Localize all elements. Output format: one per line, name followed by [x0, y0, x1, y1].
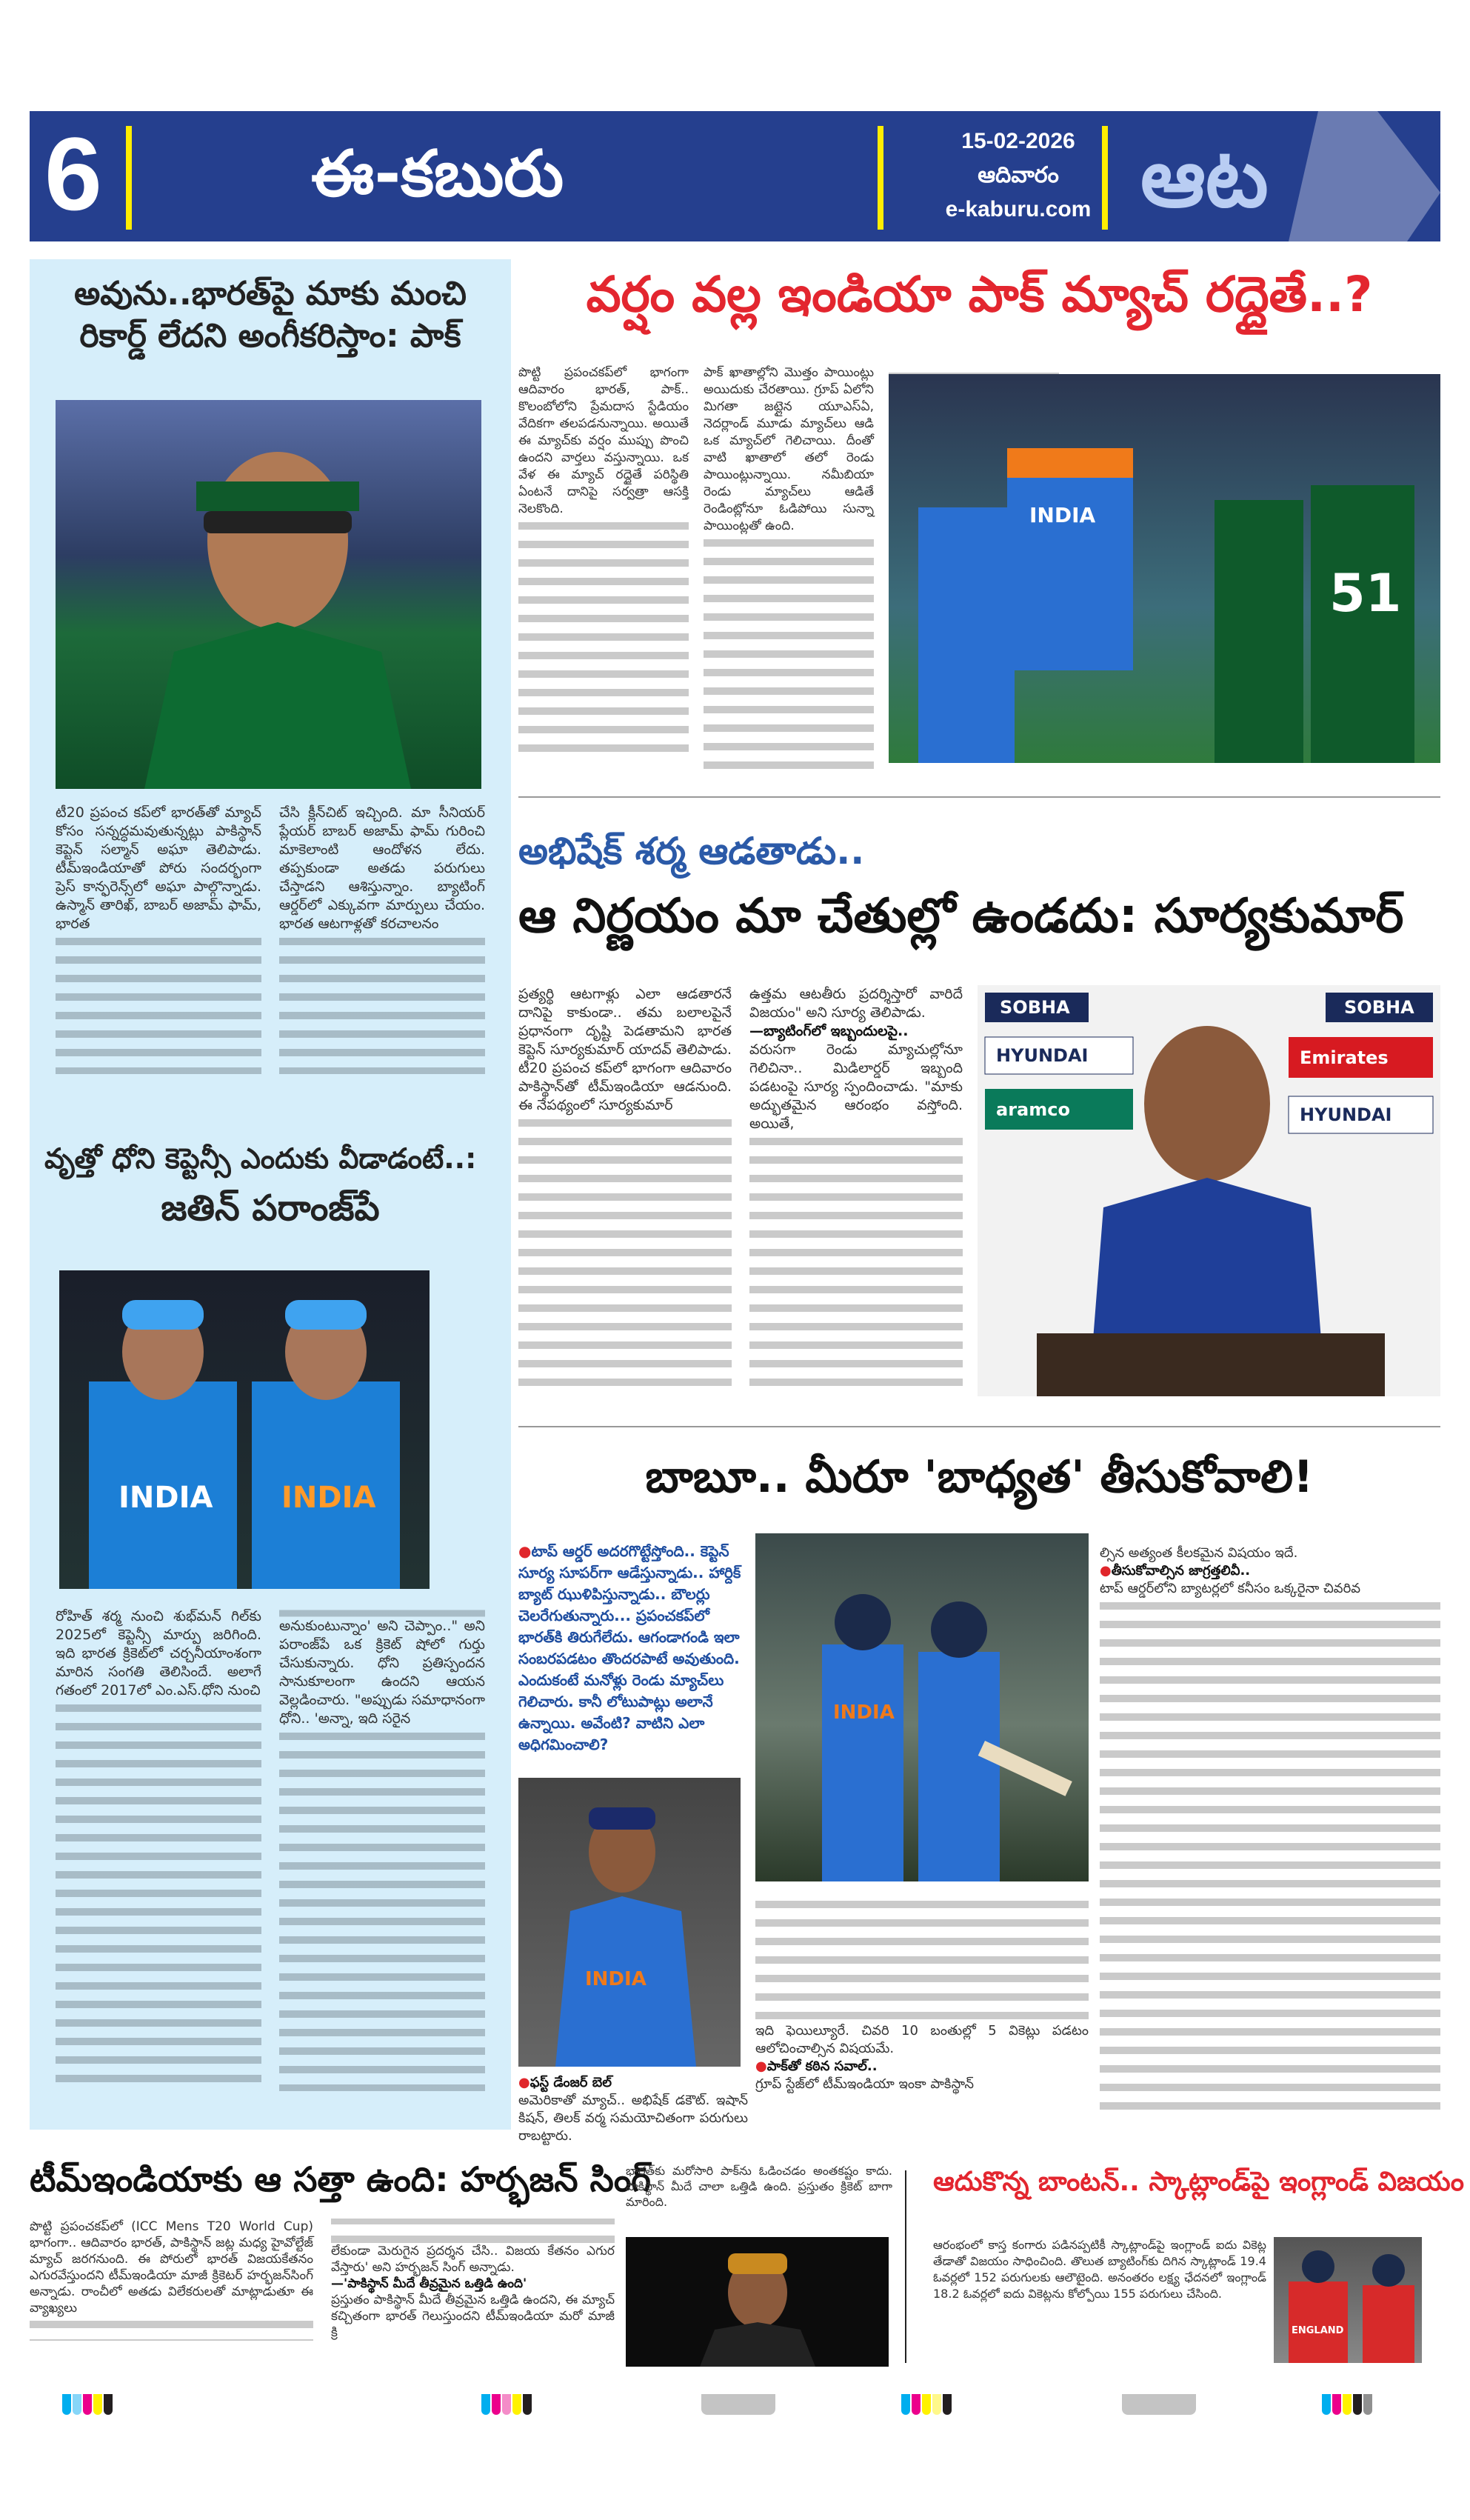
svg-text:INDIA: INDIA — [281, 1481, 376, 1515]
player-silhouette-icon — [518, 1778, 741, 2067]
svg-text:INDIA: INDIA — [585, 1968, 647, 1990]
babu-mid-body: ఇది ఫెయిల్యూరే. చివరి 10 బంతుల్లో 5 వికెట్లు పడటం ఆలోచించాల్సిన విషయమే. ●పాక్‌తో కఠిన సవాల్.. గ్రూప్ స్టేజ్‌లో టీమ్‌ఇండియా ఇంకా పాకిస్థాన్ — [755, 1896, 1089, 2126]
harbhajan-body: పొట్టి ప్రపంచకప్‌లో (ICC Mens T20 World Cup) భాగంగా.. ఆదివారం భారత్, పాకిస్థాన్ జట్ల మధ్య హైవోల్టేజ్ మ్యాచ్ జరగనుంది. ఈ పోరులో భారత్ విజయకేతనం ఎగురవేస్తుందని టీమ్‌ఇండియా మాజీ క్రికెటర్ హర్భజన్‌సింగ్ అన్నాడు. రాంచీలో అతడు విలేకరులతో మాట్లాడుతూ ఈ వ్యాఖ్యలు లేకుండా మెరుగైన ప్రదర్శన చేసి.. విజయ కేతనం ఎగుర వేస్తారు' అని హర్భజన్ సింగ్ అన్నాడు. —'పాకిస్థాన్ మీదే తీవ్రమైన ఒత్తిడి ఉంది' ప్రస్తుతం పాకిస్థాన్ మీదే తీవ్రమైన ఒత్తిడి ఉందని, ఈ మ్యాచ్ కచ్చితంగా భారత్ గెలుస్తుందని టీమ్‌ఇండియా మరో మాజీ క్రి — [30, 2219, 615, 2340]
date-block — [918, 124, 1118, 227]
svg-text:INDIA: INDIA — [1029, 503, 1096, 527]
color-registration-bar — [481, 2394, 532, 2415]
photo-india-batters — [755, 1533, 1089, 1881]
batters-silhouette-icon — [755, 1533, 1089, 1881]
masthead-banner — [30, 111, 1440, 241]
batters-silhouette-icon — [1274, 2237, 1422, 2363]
photo-india-player — [518, 1778, 741, 2067]
gray-registration-mark — [1122, 2394, 1196, 2415]
color-registration-bar — [1322, 2394, 1372, 2415]
svg-text:INDIA: INDIA — [118, 1481, 213, 1515]
website: e-kaburu.com — [945, 197, 1092, 221]
photo-harbhajan — [626, 2237, 889, 2367]
divider — [518, 796, 1440, 798]
england-body: ఆరంభంలో కాస్త కంగారు పడినప్పటికీ స్కాట్లాండ్‌పై ఇంగ్లాండ్ ఐదు వికెట్ల తేడాతో విజయం సాధించింది. తొలుత బ్యాటింగ్‌కు దిగిన స్కాట్లాండ్ 19.4 ఓవర్లలో 152 పరుగులకు ఆలౌటైంది. అనంతరం లక్ష్య ఛేదనలో ఇంగ్లాండ్ 18.2 ఓవర్లలో ఐదు వికెట్లను కోల్పోయి 155 పరుగులు చేసింది. — [933, 2238, 1266, 2301]
photo-pakistan-captain — [56, 400, 481, 789]
gray-registration-mark — [701, 2394, 775, 2415]
svg-text:HYUNDAI: HYUNDAI — [1300, 1104, 1392, 1125]
divider — [878, 126, 883, 230]
surya-headline: ఆ నిర్ణయం మా చేతుల్లో ఉండదు: సూర్యకుమార్ — [518, 889, 1404, 944]
story-headline: అవును..భారత్‌పై మాకు మంచి రికార్డ్ లేదని అంగీకరిస్తాం: పాక్ — [74, 275, 467, 356]
story-headline: జతిన్ పరాంజ్‌పే — [161, 1187, 380, 1229]
babu-caption: ●ఫస్ట్ డేంజర్ బెల్ అమెరికాతో మ్యాచ్.. అభిషేక్ డకౌట్. ఇషాన్ కిషన్, తిలక్ వర్మ సమయోచితంగా పరుగులు రాబట్టారు. — [518, 2075, 748, 2144]
divider — [1102, 126, 1108, 230]
bullet-icon: ● — [518, 1542, 532, 1560]
rain-headline: వర్షం వల్ల ఇండియా పాక్ మ్యాచ్ రద్దైతే..? — [586, 266, 1373, 323]
story-headline: వృత్తో ధోని కెప్టెన్సీ ఎందుకు వీడాడంటే..: — [44, 1142, 477, 1175]
babu-headline: బాబూ.. మీరూ 'బాధ్యత' తీసుకోవాలి! — [645, 1451, 1314, 1503]
svg-text:aramco: aramco — [996, 1099, 1070, 1120]
svg-text:Emirates: Emirates — [1300, 1047, 1389, 1068]
harbhajan-headline: టీమ్‌ఇండియాకు ఆ సత్తా ఉంది: హర్భజన్ సింగ్ — [30, 2159, 651, 2199]
photo-suryakumar-press — [978, 985, 1440, 1396]
runner-silhouette-icon — [1259, 111, 1440, 241]
surya-body: ప్రత్యర్థి ఆటగాళ్లు ఎలా ఆడతారనే దానిపై కాకుండా.. తమ బలాలపైనే ప్రధానంగా దృష్టి పెడతామని భారత కెప్టెన్ సూర్యకుమార్ యాదవ్ తెలిపాడు. టీ20 ప్రపంచ కప్‌లో భాగంగా ఆదివారం పాకిస్థాన్‌తో టీమ్‌ఇండియా ఆడనుంది. ఈ నేపథ్యంలో సూర్యకుమార్ ఉత్తమ ఆటతీరు ప్రదర్శిస్తారో వారిదే విజయం" అని సూర్య తెలిపాడు. —బ్యాటింగ్‌లో ఇబ్బందులపై.. వరుసగా రెండు మ్యాచుల్లోనూ గెలిచినా.. మిడిలార్డర్ ఇబ్బంది పడటంపై సూర్య స్పందించాడు. "మాకు అద్భుతమైన ఆరంభం వస్తోంది. అయితే, — [518, 985, 963, 1396]
surya-kicker: అభిషేక్ శర్మ ఆడతాడు.. — [518, 830, 865, 873]
divider — [518, 1426, 1440, 1427]
person-silhouette-icon — [626, 2237, 889, 2367]
photo-dhoni-kohli — [59, 1270, 430, 1589]
england-headline: ఆదుకొన్న బాంటన్.. స్కాట్లాండ్‌పై ఇంగ్లాండ్ విజయం — [933, 2167, 1464, 2197]
page-number: 6 — [44, 116, 102, 232]
players-silhouette-icon — [889, 374, 1440, 763]
babu-lead: ●టాప్ ఆర్డర్ అదరగొట్టేస్తోంది.. కెప్టెన్ సూర్య సూపర్‌గా ఆడేస్తున్నాడు.. హార్దిక్ బ్యాట్ ఝుళిపిస్తున్నాడు.. బౌలర్లు చెలరేగుతున్నారు... ప్రపంచకప్‌లో భారత్‌కి తిరుగేలేదు. ఆగండాగండి ఇలా సంబరపడటం తొందరపాటే అవుతుంది. ఎందుకంటే మనోళ్లు రెండు మ్యాచ్‌లు గెలిచారు. కానీ లోటుపాట్లు అలానే ఉన్నాయి. అవేంటి? వాటిని ఎలా అధిగమించాలి? — [518, 1542, 741, 1753]
photo-england-batters — [1274, 2237, 1422, 2363]
story-body: రోహిత్ శర్మ నుంచి శుభ్‌మన్ గిల్‌కు 2025లో కెప్టెన్సీ మార్పు జరిగింది. ఇది భారత క్రికెట్‌లో చర్చనీయాంశంగా మారిన సంగతి తెలిసిందే. అలాగే గతంలో 2017లో ఎం.ఎస్.ధోని నుంచి అనుకుంటున్నాం' అని చెప్పాం.." అని పరాంజ్‌పే ఒక క్రికెట్ షోలో గుర్తు చేసుకున్నారు. ధోని ప్రతిస్పందన సానుకూలంగా ఉందని ఆయన వెల్లడించారు. "అప్పుడు సమాధానంగా ధోని.. 'అన్నా, ఇది సరైన — [56, 1607, 485, 2119]
date: 15-02-2026 — [961, 129, 1075, 153]
babu-right-body: ల్సిన అత్యంత కీలకమైన విషయం ఇదే. ●తీసుకోవాల్సిన జాగ్రత్తలివీ.. టాప్ ఆర్డర్‌లోని బ్యాటర్లలో కనీసం ఒక్కరైనా చివరివ — [1100, 1544, 1440, 2126]
harbhajan-body-col3: భారత్‌కు మరోసారి పాక్‌ను ఓడించడం అంతకష్టం కాదు. పాకిస్థాన్ మీదే చాలా ఒత్తిడి ఉంది. ప్రస్తుతం క్రికెట్ బాగా మారింది. — [626, 2164, 892, 2209]
color-registration-bar — [901, 2394, 952, 2415]
section-logo: ఆట — [1126, 111, 1440, 241]
masthead-title: ఈ-కబురు — [311, 137, 564, 211]
divider — [905, 2170, 906, 2363]
player-silhouette-icon — [56, 400, 481, 789]
svg-text:ENGLAND: ENGLAND — [1292, 2325, 1344, 2336]
color-registration-bar — [62, 2394, 113, 2415]
svg-text:HYUNDAI: HYUNDAI — [996, 1045, 1089, 1066]
players-silhouette-icon — [59, 1270, 430, 1589]
press-conference-icon — [978, 985, 1440, 1396]
rain-body: పొట్టి ప్రపంచకప్‌లో భాగంగా ఆదివారం భారత్, పాక్.. కొలంబోలోని ప్రేమదాస స్టేడియం వేదికగా తలపడనున్నాయి. అయితే ఈ మ్యాచ్‌కు వర్షం ముప్పు పొంచి ఉందని వార్తలు వస్తున్నాయి. ఒక వేళ ఈ మ్యాచ్ రద్దైతే పరిస్థితి ఏంటనే దానిపై సర్వత్రా ఆసక్తి నెలకొంది. పాక్ ఖాతాల్లోని మొత్తం పాయింట్లు అయిదుకు చేరతాయి. గ్రూప్ ఏలోని మిగతా జట్లైన యూఎస్ఏ, నెదర్లాండ్ మూడు మ్యాచ్‌లు ఆడి ఒక మ్యాచ్‌లో గెలిచాయి. దీంతో వాటి ఖాతాలో తలో రెండు పాయింట్లున్నాయి. నమీబియా రెండు మ్యాచ్‌లు ఆడితే రెండింట్లోనూ ఓడిపోయి సున్నా పాయింట్లతో ఉంది. — [518, 364, 874, 772]
svg-text:SOBHA: SOBHA — [1000, 997, 1070, 1018]
weekday: ఆదివారం — [978, 163, 1059, 187]
svg-text:51: 51 — [1329, 563, 1402, 624]
story-body: టీ20 ప్రపంచ కప్‌లో భారత్‌తో మ్యాచ్ కోసం సన్నద్ధమవుతున్నట్లు పాకిస్థాన్ కెప్టెన్ సల్మాన్ అఘా తెలిపాడు. టీమ్‌ఇండియాతో పోరు సందర్భంగా ప్రెస్ కాన్ఫరెన్స్‌లో అఘా పాల్గొన్నాడు. ఉస్మాన్ తారిఖ్, బాబర్ అజామ్ ఫామ్, భారత చేసి క్లీన్‌చిట్ ఇచ్చింది. మా సీనియర్ ప్లేయర్ బాబర్ అజామ్ ఫామ్ గురించి మాకెలాంటి ఆందోళన లేదు. తప్పకుండా అతడు పరుగులు చేస్తాడని ఆశిస్తున్నాం. బ్యాటింగ్ ఆర్డర్‌లో ఎక్కువగా మార్పులు చేయం. భారత ఆటగాళ్లతో కరచాలనం — [56, 804, 485, 1130]
svg-text:INDIA: INDIA — [833, 1701, 895, 1724]
svg-text:SOBHA: SOBHA — [1344, 997, 1414, 1018]
photo-india-pak-players — [889, 374, 1440, 763]
divider — [126, 126, 132, 230]
left-column — [30, 259, 511, 2130]
